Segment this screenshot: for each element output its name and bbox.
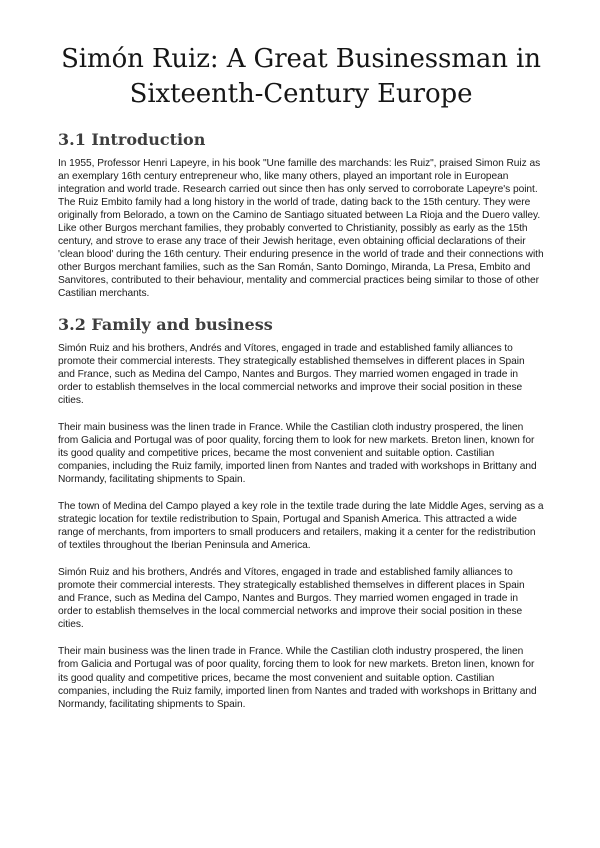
section-family-and-business: [58, 315, 544, 711]
document-page: [58, 42, 544, 711]
paragraph-family-business-2: Their main business was the linen trade in France. While the Castilian cloth industry prospered, the linen from Galicia and Portugal was of poor quality, forcing them to look for new markets. Breton linen, known for its good quality and competitive prices, became the most convenient and suitable option. Castilian companies, including the Ruiz family, imported linen from Nantes and traded with workshops in Brittany and Normandy, facilitating shipments to Spain.: [58, 421, 537, 485]
section-heading-family-and-business: 3.2 Family and business: [58, 314, 273, 334]
paragraph-family-business-3: The town of Medina del Campo played a key role in the textile trade during the late Middle Ages, serving as a strategic location for textile redistribution to Spain, Portugal and Spanish America. This attracted a wide range of merchants, from importers to small producers and retailers, making it a center for the redistribution of textiles throughout the Iberian Peninsula and America.: [58, 500, 544, 552]
paragraph-family-business-5: Their main business was the linen trade in France. While the Castilian cloth industry prospered, the linen from Galicia and Portugal was of poor quality, forcing them to look for new markets. Breton linen, known for its good quality and competitive prices, became the most convenient and suitable option. Castilian companies, including the Ruiz family, imported linen from Nantes and traded with workshops in Brittany and Normandy, facilitating shipments to Spain.: [58, 646, 537, 710]
section-heading-introduction: 3.1 Introduction: [58, 130, 206, 149]
document-title: Simón Ruiz: A Great Businessman in Sixteenth-Century Europe: [61, 44, 541, 109]
section-introduction: [58, 130, 544, 301]
paragraph-family-business-4: Simón Ruiz and his brothers, Andrés and Vítores, engaged in trade and established family alliances to promote their commercial interests. They strategically established themselves in different places in Spain and France, such as Medina del Campo, Nantes and Burgos. They married women engaged in trade in order to establish themselves in the local commercial networks and improve their social position in these cities.: [58, 567, 525, 631]
paragraph-family-business-1: Simón Ruiz and his brothers, Andrés and Vítores, engaged in trade and established family alliances to promote their commercial interests. They strategically established themselves in different places in Spain and France, such as Medina del Campo, Nantes and Burgos. They married women engaged in trade in order to establish themselves in the local commercial networks and improve their social position in these cities.: [58, 342, 525, 406]
paragraph-introduction-1: In 1955, Professor Henri Lapeyre, in his book "Une famille des marchands: les Ruiz", praised Simon Ruiz as an exemplary 16th century entrepreneur who, like many others, played an important role in European integration and world trade. Research carried out since then has only served to corroborate Lapeyre's point. The Ruiz Embito family had a long history in the world of trade, dating back to the 15th century. They were originally from Belorado, a town on the Camino de Santiago situated between La Rioja and the Duero valley. Like other Burgos merchant families, they probably converted to Christianity, possibly as early as the 15th century, and strove to erase any trace of their Jewish heritage, even obtaining official declarations of their 'clean blood' during the 16th century. Their enduring presence in the world of trade and their connections with other Burgos merchant families, such as the San Román, Santo Domingo, Miranda, La Presa, Embito and Sanvitores, contributed to their behaviour, mentality and commercial practices being similar to those of other Castilian merchants.: [58, 158, 544, 300]
